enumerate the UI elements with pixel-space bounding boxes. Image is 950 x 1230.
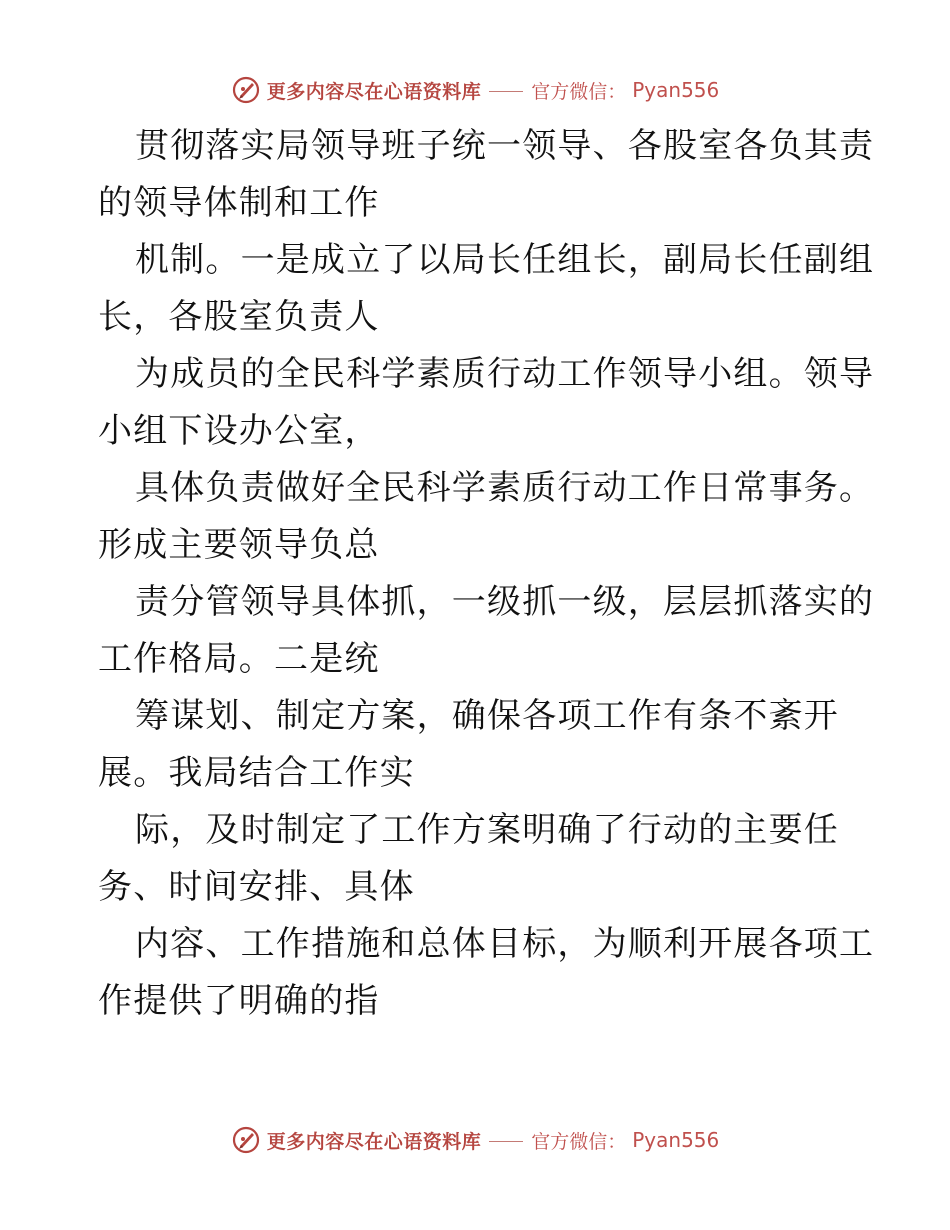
paragraph-line: 为成员的全民科学素质行动工作领导小组。领导 [135,354,875,394]
paragraph-line: 贯彻落实局领导班子统一领导、各股室各负其责 [135,126,875,166]
paragraph-line: 展。我局结合工作实 [98,753,415,793]
document-body [98,118,875,1030]
paragraph [98,916,875,1030]
paragraph-line: 的领导体制和工作 [98,183,380,223]
paragraph-line: 工作格局。二是统 [98,639,380,679]
paragraph-line: 筹谋划、制定方案，确保各项工作有条不紊开 [135,696,839,736]
banner-separator [489,91,523,92]
paragraph-line: 际，及时制定了工作方案明确了行动的主要任 [135,810,839,850]
banner-wechat-id: Pyan556 [632,78,720,102]
banner-wechat-label: 官方微信： [531,80,627,103]
paragraph-line: 务、时间安排、具体 [98,867,415,907]
paragraph [98,574,875,688]
banner-wechat-label: 官方微信： [531,1130,627,1153]
quill-logo-icon [231,75,261,105]
quill-logo-icon [231,1125,261,1155]
paragraph-line: 小组下设办公室， [98,411,380,451]
paragraph [98,118,875,232]
footer-banner [0,1120,950,1160]
paragraph-line: 形成主要领导负总 [98,525,380,565]
paragraph-line: 具体负责做好全民科学素质行动工作日常事务。 [135,468,875,508]
paragraph-line: 机制。一是成立了以局长任组长，副局长任副组 [135,240,875,280]
banner-separator [489,1141,523,1142]
paragraph [98,460,875,574]
paragraph-line: 作提供了明确的指 [98,981,380,1021]
paragraph [98,346,875,460]
banner-wechat-id: Pyan556 [632,1128,720,1152]
paragraph-line: 内容、工作措施和总体目标，为顺利开展各项工 [135,924,875,964]
paragraph-line: 责分管领导具体抓，一级抓一级，层层抓落实的 [135,582,875,622]
banner-brand-text: 更多内容尽在心语资料库 [266,80,482,103]
header-banner [0,70,950,110]
paragraph [98,802,858,916]
paragraph [98,688,858,802]
paragraph [98,232,875,346]
banner-brand-text: 更多内容尽在心语资料库 [266,1130,482,1153]
paragraph-line: 长，各股室负责人 [98,297,380,337]
